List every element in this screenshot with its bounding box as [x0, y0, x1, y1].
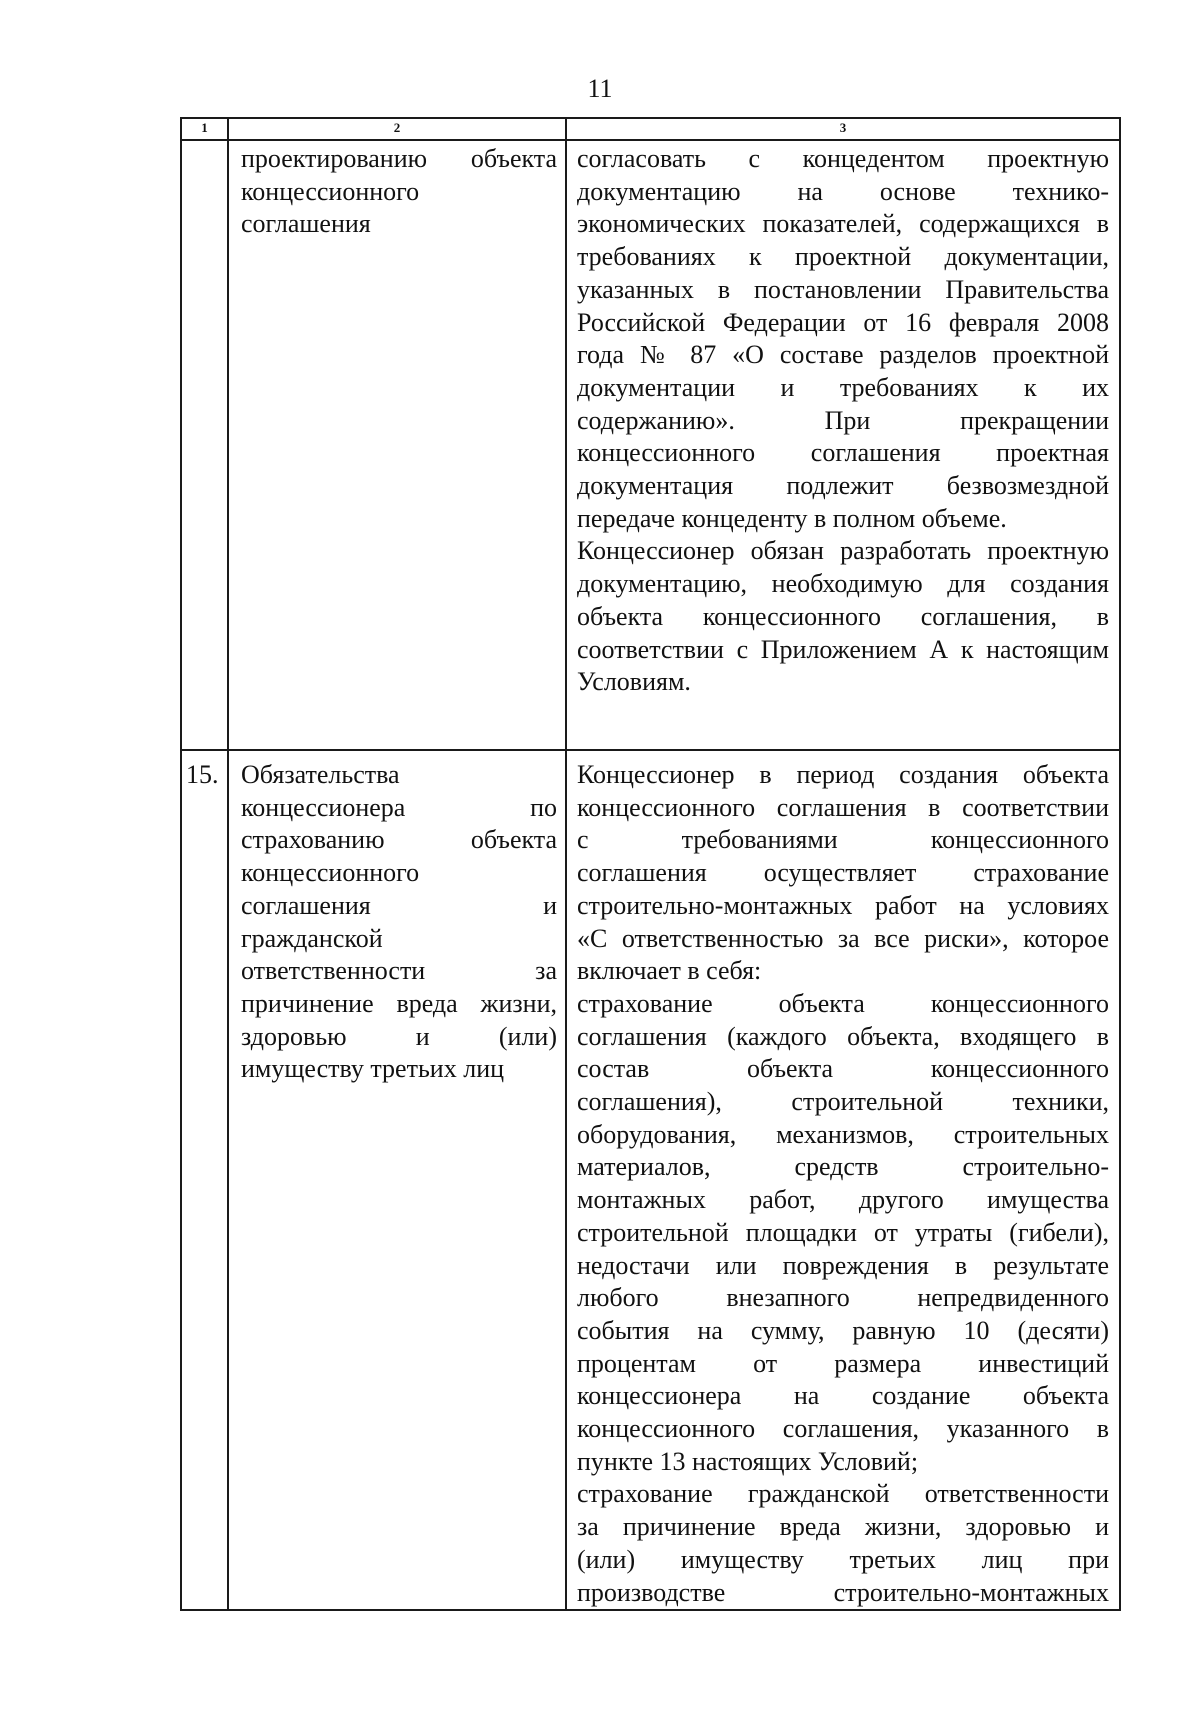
text-line: соглашения), строительной техники, — [577, 1087, 1109, 1117]
text-line: за причинение вреда жизни, здоровью и — [577, 1512, 1109, 1542]
text-line: соглашения — [241, 209, 371, 239]
text-line: документацию, необходимую для создания — [577, 569, 1109, 599]
table-header-row — [181, 118, 1120, 140]
text-line: объекта концессионного соглашения, в — [577, 601, 1109, 631]
text-line: включает в себя: — [577, 956, 762, 986]
text-line: согласовать с концедентом проектную — [577, 144, 1109, 173]
text-line: Обязательства — [241, 760, 400, 789]
row-number-cell — [181, 750, 228, 1610]
text-line: страхование объекта концессионного — [577, 988, 1109, 1018]
subject-text — [229, 141, 565, 241]
text-line: гражданской — [241, 923, 383, 953]
text-line: документации и требованиях к их — [577, 372, 1109, 402]
text-line: концессионного соглашения в соответствии — [577, 792, 1109, 822]
text-line: строительной площадки от утраты (гибели), — [577, 1217, 1109, 1247]
text-line: материалов, средств строительно- — [577, 1152, 1109, 1182]
text-line: документацию на основе технико- — [577, 176, 1109, 206]
text-line: Концессионер обязан разработать проектную — [577, 536, 1109, 566]
header-col-1: 1 — [181, 118, 228, 140]
conditions-table — [180, 117, 1121, 1611]
text-line: года № 87 «О составе разделов проектной — [577, 340, 1109, 370]
content-text — [567, 751, 1119, 1609]
text-line: состав объекта концессионного — [577, 1054, 1109, 1084]
text-line: документация подлежит безвозмездной — [577, 471, 1109, 501]
content-cell — [566, 750, 1120, 1610]
text-line: оборудования, механизмов, строительных — [577, 1119, 1109, 1149]
text-line: передаче концеденту в полном объеме. — [577, 503, 1007, 533]
text-line: содержанию». При прекращении — [577, 405, 1109, 435]
text-line: проектированию объекта — [241, 144, 557, 173]
paragraph — [577, 535, 1109, 699]
text-line: концессионера на создание объекта — [577, 1381, 1109, 1411]
text-line: (или) имуществу третьих лиц при — [577, 1544, 1109, 1574]
subject-cell — [228, 140, 566, 750]
text-line: концессионного соглашения, указанного в — [577, 1414, 1109, 1444]
text-line: экономических показателей, содержащихся в — [577, 209, 1109, 239]
paragraph — [577, 988, 1109, 1479]
content-text — [567, 141, 1119, 699]
text-line: концессионного соглашения проектная — [577, 438, 1109, 468]
paragraph — [577, 143, 1109, 535]
text-line: причинение вреда жизни, — [241, 988, 557, 1018]
text-line: производстве строительно-монтажных — [577, 1577, 1109, 1607]
text-line: строительно-монтажных работ на условиях — [577, 890, 1109, 920]
table-row — [181, 750, 1120, 1610]
text-line: монтажных работ, другого имущества — [577, 1185, 1109, 1215]
text-line: имуществу третьих лиц — [241, 1054, 505, 1084]
text-line: события на сумму, равную 10 (десяти) — [577, 1315, 1109, 1345]
text-line: соглашения (каждого объекта, входящего в — [577, 1021, 1109, 1051]
header-col-3: 3 — [566, 118, 1120, 140]
text-line: концессионного — [241, 858, 420, 888]
paragraph — [577, 1478, 1109, 1609]
row-number: 15. — [186, 760, 219, 789]
table-row — [181, 140, 1120, 750]
row-number-cell — [181, 140, 228, 750]
text-line: ответственности за — [241, 956, 557, 986]
text-line: страхование гражданской ответственности — [577, 1479, 1109, 1509]
content-cell — [566, 140, 1120, 750]
text-line: соответствии с Приложением А к настоящим — [577, 634, 1109, 664]
text-line: концессионера по — [241, 792, 557, 822]
text-line: страхованию объекта — [241, 825, 557, 855]
text-line: «С ответственностью за все риски», которое — [577, 923, 1109, 953]
text-line: требованиях к проектной документации, — [577, 242, 1109, 272]
subject-cell — [228, 750, 566, 1610]
page-number: 11 — [587, 74, 613, 103]
text-line: соглашения осуществляет страхование — [577, 858, 1109, 888]
text-line: процентам от размера инвестиций — [577, 1348, 1109, 1378]
text-line: любого внезапного непредвиденного — [577, 1283, 1109, 1313]
text-line: с требованиями концессионного — [577, 825, 1109, 855]
paragraph — [577, 759, 1109, 988]
header-col-2: 2 — [228, 118, 566, 140]
text-line: здоровью и (или) — [241, 1021, 557, 1051]
text-line: концессионного — [241, 176, 420, 206]
text-line: Концессионер в период создания объекта — [577, 760, 1109, 789]
text-line: Условиям. — [577, 667, 691, 697]
text-line: недостачи или повреждения в результате — [577, 1250, 1109, 1280]
text-line: соглашения и — [241, 890, 557, 920]
subject-text — [229, 751, 565, 1086]
text-line: указанных в постановлении Правительства — [577, 274, 1109, 304]
text-line: пункте 13 настоящих Условий; — [577, 1446, 919, 1476]
text-line: Российской Федерации от 16 февраля 2008 — [577, 307, 1109, 337]
row-number — [182, 141, 227, 149]
